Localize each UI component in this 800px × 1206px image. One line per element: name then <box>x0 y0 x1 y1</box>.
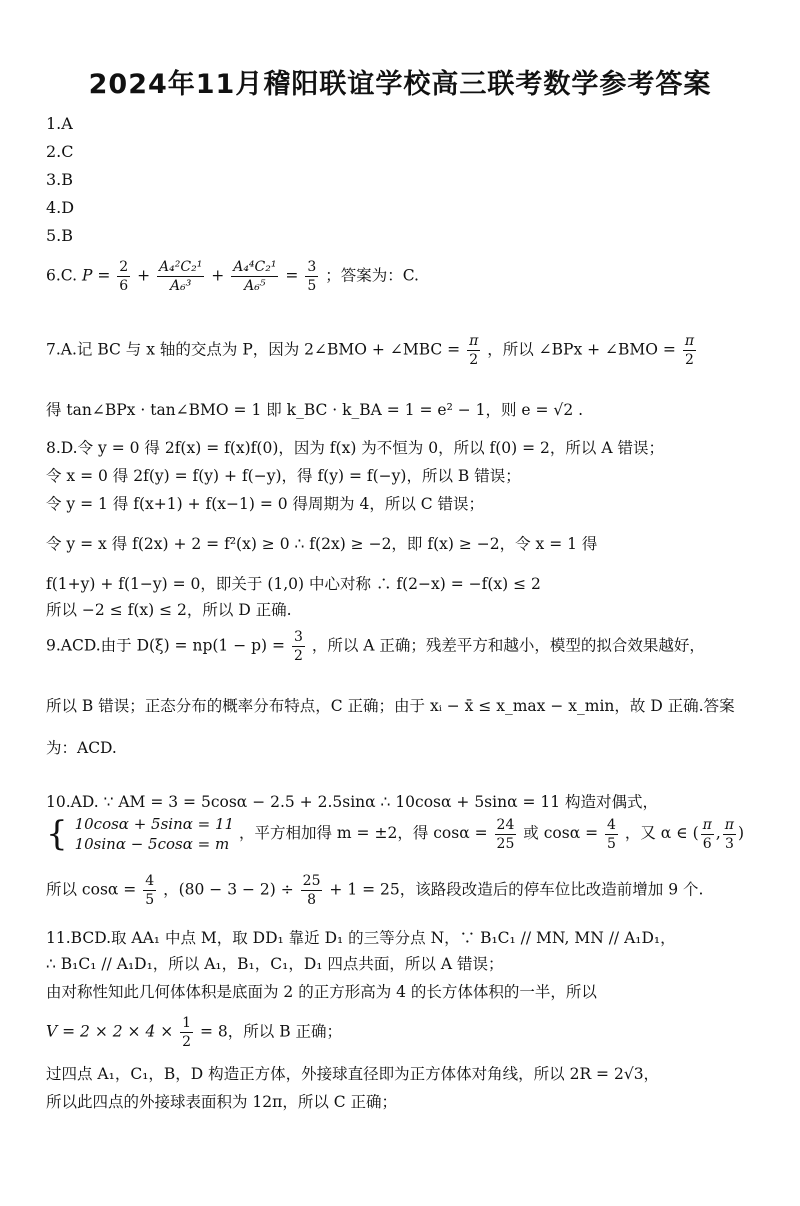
q7-line-2: 得 tan∠BPx · tan∠BMO = 1 即 k_BC · k_BA = 1 = e² − 1，则 e = √2 . <box>46 401 584 419</box>
q6-suffix: ；答案为：C. <box>325 266 419 285</box>
q10-line-1: 10.AD. ∵ AM = 3 = 5cosα − 2.5 + 2.5sinα ∴ 10cosα + 5sinα = 11 构造对偶式， <box>46 793 659 811</box>
q8-line-5: f(1+y) + f(1−y) = 0，即关于 (1,0) 中心对称 ∴ f(2−x) = −f(x) ≤ 2 <box>46 575 541 593</box>
q10-frac-6: $\frac{25}{8}$ <box>302 873 321 908</box>
q6-frac-2: $\frac{\text{A₄²C₂¹}}{\text{A₆³}}$ <box>159 259 203 294</box>
q11-text-4a: V = 2 × 2 × 4 × <box>46 1022 174 1041</box>
q11-frac: $\frac{1}{2}$ <box>182 1015 192 1050</box>
q10-line-2: { 10cosα + 5sinα = 11 10sinα − 5cosα = m ，平方相加得 m = ±2，得 cosα = $\frac{24}{25}$ 或 cosα = $\frac{4}{5}$ ，又 α ∈ ( $\frac{\pi}{6}$ , $\frac{\pi}{3}$ ) <box>46 814 745 854</box>
q9-text-pre: 9.ACD.由于 D(ξ) = np(1 − p) = <box>46 636 286 655</box>
answer-5: 5.B <box>46 226 74 245</box>
q11-line-4 <box>46 1014 342 1051</box>
q10-frac-3: $\frac{\pi}{6}$ <box>702 816 712 852</box>
q9-line-1 <box>46 628 705 665</box>
q11-line-6: 所以此四点的外接球表面积为 12π，所以 C 正确； <box>46 1093 398 1111</box>
q8-line-2: 令 x = 0 得 2f(y) = f(y) + f(−y)，得 f(y) = f(−y)，所以 B 错误； <box>46 467 521 485</box>
q8-line-3: 令 y = 1 得 f(x+1) + f(x−1) = 0 得周期为 4，所以 C 错误； <box>46 495 485 513</box>
q8-line-1: 8.D.令 y = 0 得 2f(x) = f(x)f(0)，因为 f(x) 为不恒为 0，所以 f(0) = 2，所以 A 错误； <box>46 439 664 457</box>
answer-3: 3.B <box>46 170 74 189</box>
q7-text-mid: ，所以 ∠BPx + ∠BMO = <box>487 340 676 359</box>
q10-text-3a: 所以 cosα = <box>46 880 137 899</box>
q10-text-b: 或 cosα = <box>523 824 599 842</box>
q10-text-3c: + 1 = 25，该路段改造后的停车位比改造前增加 9 个. <box>329 880 704 899</box>
q6-line: 6.C. P = $\frac{2}{6}$ + $\frac{\text{A₄²C₂¹}}{\text{A₆³}}$ + $\frac{\text{A₄⁴C₂¹}}{\text{A₆⁵}}$ = $\frac{3}{5}$ ；答案为：C. <box>46 259 419 294</box>
q10-frac-2: $\frac{4}{5}$ <box>607 816 616 852</box>
q10-text-c: ，又 α ∈ ( <box>624 824 699 842</box>
q9-line-3: 为：ACD. <box>46 739 117 757</box>
answer-4: 4.D <box>46 198 75 217</box>
q10-frac-5: $\frac{4}{5}$ <box>145 873 155 908</box>
q6-p-label: P = <box>81 266 111 285</box>
q10-frac-4: $\frac{\pi}{3}$ <box>724 816 734 852</box>
q10-line-3 <box>46 872 703 909</box>
q6-prefix: 6.C. <box>46 266 78 285</box>
q8-line-6: 所以 −2 ≤ f(x) ≤ 2，所以 D 正确. <box>46 601 292 619</box>
q9-frac: $\frac{3}{2}$ <box>293 629 303 664</box>
q9-text-post: ，所以 A 正确；残差平方和越小，模型的拟合效果越好， <box>311 636 705 655</box>
q8-line-4: 令 y = x 得 f(2x) + 2 = f²(x) ≥ 0 ∴ f(2x) ≥ −2，即 f(x) ≥ −2，令 x = 1 得 <box>46 535 598 553</box>
q6-frac-result: $\frac{3}{5}$ <box>307 259 317 294</box>
answer-2: 2.C <box>46 142 74 161</box>
q6-frac-1: $\frac{2}{6}$ <box>119 259 129 294</box>
q11-line-2: ∴ B₁C₁ // A₁D₁，所以 A₁，B₁，C₁，D₁ 四点共面，所以 A 错误； <box>46 955 504 973</box>
q10-text-a: ，平方相加得 m = ±2，得 cosα = <box>239 824 488 842</box>
q9-line-2: 所以 B 错误；正态分布的概率分布特点，C 正确；由于 xᵢ − x̄ ≤ x_max − x_min，故 D 正确.答案 <box>46 697 735 715</box>
q7-frac-1: $\frac{\pi}{2}$ <box>469 333 479 368</box>
q7-line-1 <box>46 332 698 369</box>
q10-system: 10cosα + 5sinα = 11 10sinα − 5cosα = m <box>74 815 235 853</box>
q11-line-3: 由对称性知此几何体体积是底面为 2 的正方形高为 4 的长方体体积的一半，所以 <box>46 983 597 1001</box>
q11-line-1: 11.BCD.取 AA₁ 中点 M，取 DD₁ 靠近 D₁ 的三等分点 N，∵ B₁C₁ // MN, MN // A₁D₁， <box>46 929 676 947</box>
q11-line-5: 过四点 A₁，C₁，B，D 构造正方体，外接球直径即为正方体体对角线，所以 2R = 2√3， <box>46 1065 660 1083</box>
q10-frac-1: $\frac{24}{25}$ <box>496 816 515 852</box>
q10-text-3b: ，(80 − 3 − 2) ÷ <box>163 880 294 899</box>
answer-1: 1.A <box>46 114 73 133</box>
q7-frac-2: $\frac{\pi}{2}$ <box>684 333 695 368</box>
system-brace: { <box>46 814 68 854</box>
q7-text-1: 7.A.记 BC 与 x 轴的交点为 P，因为 2∠BMO + ∠MBC = <box>46 340 461 359</box>
q11-text-4b: = 8，所以 B 正确； <box>200 1022 343 1041</box>
page-title: 2024年11月稽阳联谊学校高三联考数学参考答案 <box>88 69 712 100</box>
q6-frac-3: $\frac{\text{A₄⁴C₂¹}}{\text{A₆⁵}}$ <box>233 259 277 294</box>
